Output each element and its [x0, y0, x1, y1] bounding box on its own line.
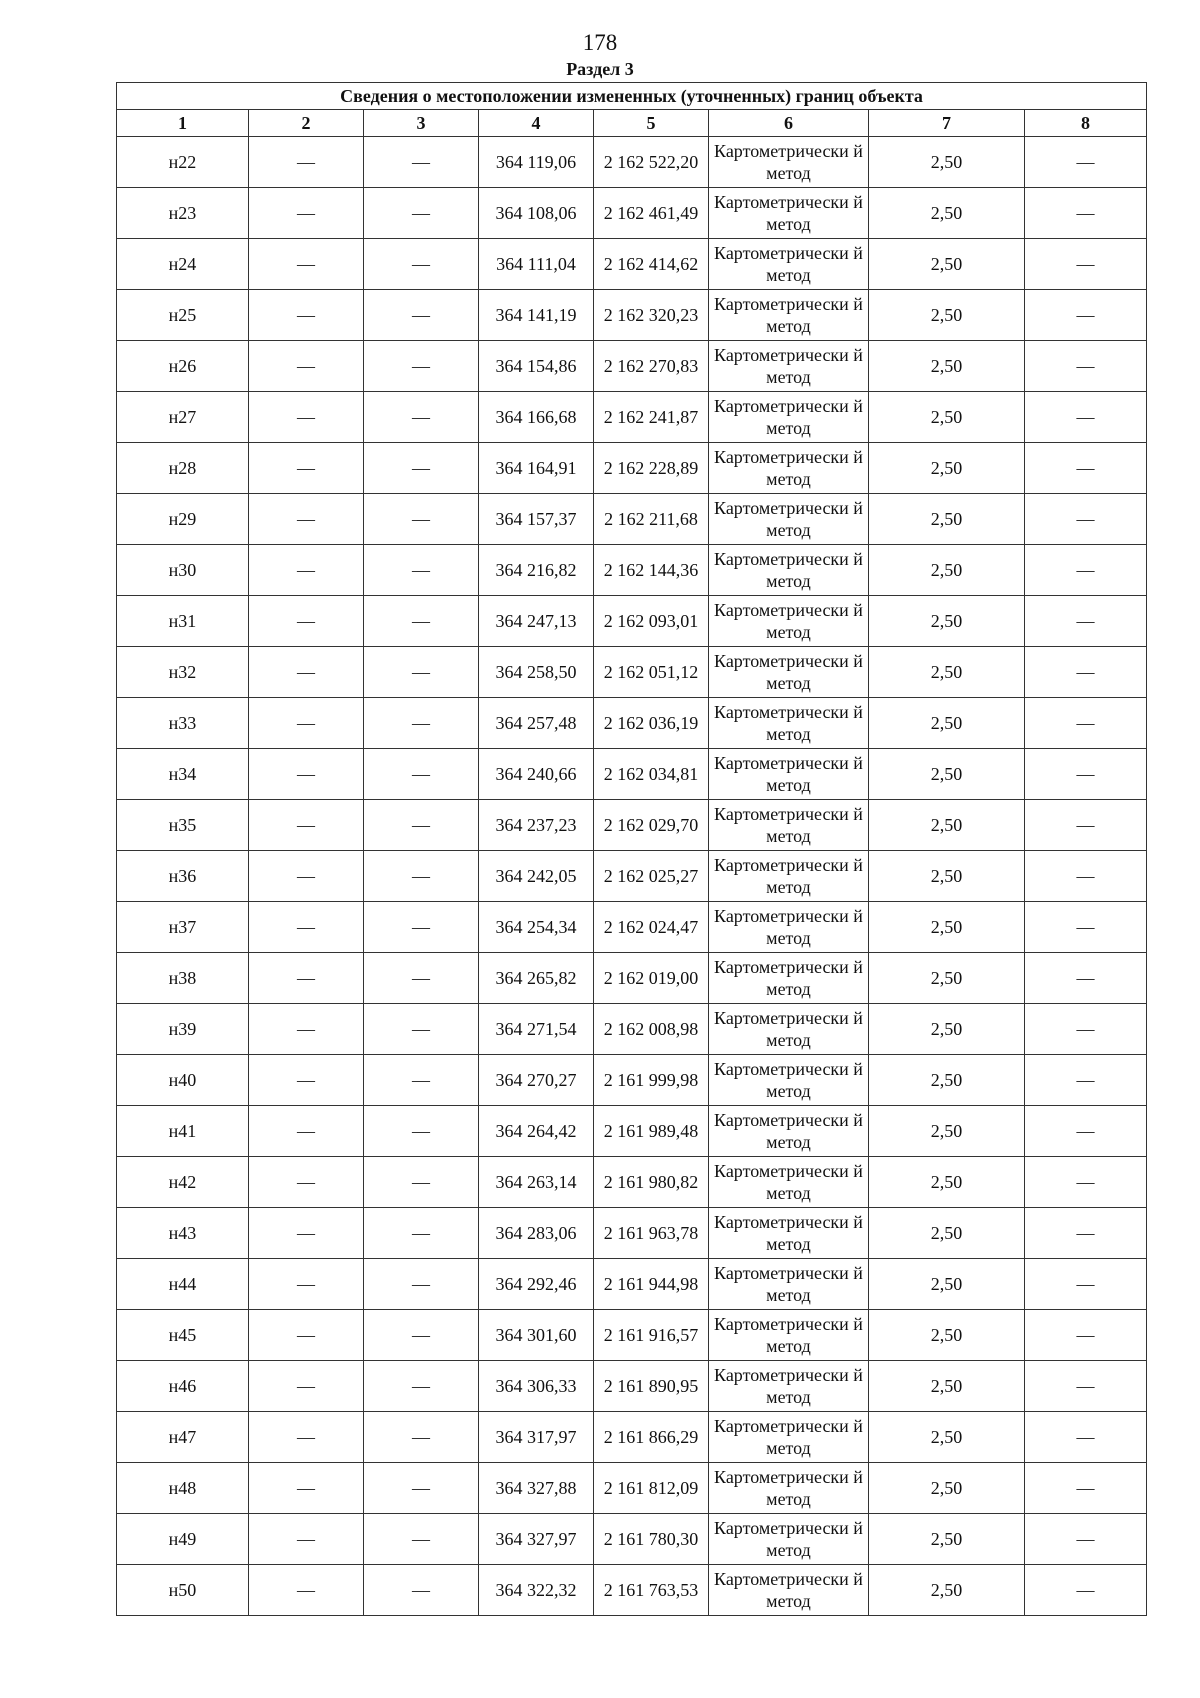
column-header: 7: [869, 110, 1025, 137]
table-row: [117, 239, 1147, 290]
point-cell: н44: [117, 1259, 249, 1310]
point-cell: н25: [117, 290, 249, 341]
accuracy-cell: 2,50: [869, 290, 1025, 341]
empty-cell: —: [1025, 800, 1147, 851]
table-row: [117, 953, 1147, 1004]
empty-cell: —: [1025, 1361, 1147, 1412]
point-cell: н27: [117, 392, 249, 443]
method-cell: Картометрически й метод: [709, 1310, 869, 1361]
column-header: 5: [594, 110, 709, 137]
empty-cell: —: [1025, 596, 1147, 647]
method-cell: Картометрически й метод: [709, 545, 869, 596]
empty-cell: —: [364, 851, 479, 902]
empty-cell: —: [364, 1412, 479, 1463]
accuracy-cell: 2,50: [869, 494, 1025, 545]
method-cell: Картометрически й метод: [709, 290, 869, 341]
empty-cell: —: [1025, 137, 1147, 188]
method-cell: Картометрически й метод: [709, 1361, 869, 1412]
accuracy-cell: 2,50: [869, 443, 1025, 494]
coord-x-cell: 364 263,14: [479, 1157, 594, 1208]
column-header: 2: [249, 110, 364, 137]
accuracy-cell: 2,50: [869, 1463, 1025, 1514]
empty-cell: —: [1025, 392, 1147, 443]
accuracy-cell: 2,50: [869, 1310, 1025, 1361]
empty-cell: —: [364, 188, 479, 239]
method-cell: Картометрически й метод: [709, 239, 869, 290]
empty-cell: —: [249, 1565, 364, 1616]
accuracy-cell: 2,50: [869, 239, 1025, 290]
empty-cell: —: [364, 137, 479, 188]
coord-y-cell: 2 162 211,68: [594, 494, 709, 545]
empty-cell: —: [364, 494, 479, 545]
empty-cell: —: [1025, 953, 1147, 1004]
point-cell: н35: [117, 800, 249, 851]
empty-cell: —: [364, 341, 479, 392]
coord-y-cell: 2 162 241,87: [594, 392, 709, 443]
empty-cell: —: [1025, 239, 1147, 290]
empty-cell: —: [249, 1004, 364, 1055]
table-row: [117, 341, 1147, 392]
coord-x-cell: 364 154,86: [479, 341, 594, 392]
coord-y-cell: 2 161 780,30: [594, 1514, 709, 1565]
method-cell: Картометрически й метод: [709, 698, 869, 749]
accuracy-cell: 2,50: [869, 698, 1025, 749]
point-cell: н30: [117, 545, 249, 596]
table-row: [117, 851, 1147, 902]
coord-y-cell: 2 162 024,47: [594, 902, 709, 953]
method-cell: Картометрически й метод: [709, 443, 869, 494]
table-row: [117, 596, 1147, 647]
empty-cell: —: [1025, 1514, 1147, 1565]
point-cell: н26: [117, 341, 249, 392]
coord-x-cell: 364 306,33: [479, 1361, 594, 1412]
empty-cell: —: [1025, 443, 1147, 494]
method-cell: Картометрически й метод: [709, 902, 869, 953]
coord-x-cell: 364 327,97: [479, 1514, 594, 1565]
coord-y-cell: 2 162 270,83: [594, 341, 709, 392]
empty-cell: —: [249, 1361, 364, 1412]
empty-cell: —: [1025, 749, 1147, 800]
coord-x-cell: 364 247,13: [479, 596, 594, 647]
method-cell: Картометрически й метод: [709, 1055, 869, 1106]
empty-cell: —: [1025, 1463, 1147, 1514]
accuracy-cell: 2,50: [869, 1361, 1025, 1412]
empty-cell: —: [364, 698, 479, 749]
coord-y-cell: 2 162 008,98: [594, 1004, 709, 1055]
coord-x-cell: 364 257,48: [479, 698, 594, 749]
column-header: 3: [364, 110, 479, 137]
coord-y-cell: 2 161 999,98: [594, 1055, 709, 1106]
column-header: 6: [709, 110, 869, 137]
empty-cell: —: [249, 290, 364, 341]
empty-cell: —: [364, 239, 479, 290]
accuracy-cell: 2,50: [869, 1055, 1025, 1106]
point-cell: н32: [117, 647, 249, 698]
empty-cell: —: [364, 1310, 479, 1361]
empty-cell: —: [364, 1514, 479, 1565]
empty-cell: —: [249, 1310, 364, 1361]
coord-x-cell: 364 322,32: [479, 1565, 594, 1616]
coord-y-cell: 2 161 916,57: [594, 1310, 709, 1361]
table-row: [117, 1361, 1147, 1412]
point-cell: н43: [117, 1208, 249, 1259]
coord-x-cell: 364 216,82: [479, 545, 594, 596]
empty-cell: —: [364, 1106, 479, 1157]
point-cell: н50: [117, 1565, 249, 1616]
accuracy-cell: 2,50: [869, 1106, 1025, 1157]
empty-cell: —: [364, 1361, 479, 1412]
accuracy-cell: 2,50: [869, 647, 1025, 698]
coord-y-cell: 2 161 890,95: [594, 1361, 709, 1412]
empty-cell: —: [364, 1463, 479, 1514]
point-cell: н42: [117, 1157, 249, 1208]
coord-y-cell: 2 162 320,23: [594, 290, 709, 341]
table-row: [117, 698, 1147, 749]
empty-cell: —: [249, 341, 364, 392]
method-cell: Картометрически й метод: [709, 1208, 869, 1259]
empty-cell: —: [364, 545, 479, 596]
method-cell: Картометрически й метод: [709, 188, 869, 239]
coord-y-cell: 2 161 763,53: [594, 1565, 709, 1616]
empty-cell: —: [249, 647, 364, 698]
empty-cell: —: [364, 800, 479, 851]
coord-y-cell: 2 162 051,12: [594, 647, 709, 698]
table-row: [117, 1514, 1147, 1565]
method-cell: Картометрически й метод: [709, 392, 869, 443]
coord-y-cell: 2 162 414,62: [594, 239, 709, 290]
column-header: 8: [1025, 110, 1147, 137]
point-cell: н23: [117, 188, 249, 239]
accuracy-cell: 2,50: [869, 1514, 1025, 1565]
point-cell: н24: [117, 239, 249, 290]
point-cell: н29: [117, 494, 249, 545]
empty-cell: —: [364, 1004, 479, 1055]
point-cell: н48: [117, 1463, 249, 1514]
table-row: [117, 749, 1147, 800]
coord-y-cell: 2 161 963,78: [594, 1208, 709, 1259]
accuracy-cell: 2,50: [869, 341, 1025, 392]
coord-x-cell: 364 265,82: [479, 953, 594, 1004]
table-row: [117, 1463, 1147, 1514]
coord-x-cell: 364 237,23: [479, 800, 594, 851]
accuracy-cell: 2,50: [869, 1412, 1025, 1463]
method-cell: Картометрически й метод: [709, 1565, 869, 1616]
empty-cell: —: [249, 749, 364, 800]
coord-y-cell: 2 162 029,70: [594, 800, 709, 851]
empty-cell: —: [1025, 902, 1147, 953]
coord-x-cell: 364 108,06: [479, 188, 594, 239]
empty-cell: —: [249, 1514, 364, 1565]
empty-cell: —: [364, 1208, 479, 1259]
coord-x-cell: 364 283,06: [479, 1208, 594, 1259]
empty-cell: —: [1025, 1565, 1147, 1616]
coord-x-cell: 364 292,46: [479, 1259, 594, 1310]
column-header: 1: [117, 110, 249, 137]
coord-y-cell: 2 161 866,29: [594, 1412, 709, 1463]
accuracy-cell: 2,50: [869, 851, 1025, 902]
method-cell: Картометрически й метод: [709, 1106, 869, 1157]
coord-y-cell: 2 162 034,81: [594, 749, 709, 800]
empty-cell: —: [1025, 851, 1147, 902]
table-row: [117, 1565, 1147, 1616]
coord-x-cell: 364 240,66: [479, 749, 594, 800]
empty-cell: —: [249, 1106, 364, 1157]
empty-cell: —: [1025, 1412, 1147, 1463]
coord-x-cell: 364 254,34: [479, 902, 594, 953]
method-cell: Картометрически й метод: [709, 596, 869, 647]
empty-cell: —: [364, 392, 479, 443]
empty-cell: —: [1025, 1106, 1147, 1157]
coord-y-cell: 2 161 944,98: [594, 1259, 709, 1310]
accuracy-cell: 2,50: [869, 1565, 1025, 1616]
empty-cell: —: [1025, 341, 1147, 392]
table-row: [117, 1004, 1147, 1055]
accuracy-cell: 2,50: [869, 596, 1025, 647]
empty-cell: —: [1025, 545, 1147, 596]
empty-cell: —: [249, 1208, 364, 1259]
coord-y-cell: 2 162 019,00: [594, 953, 709, 1004]
empty-cell: —: [364, 953, 479, 1004]
point-cell: н47: [117, 1412, 249, 1463]
empty-cell: —: [249, 698, 364, 749]
table-row: [117, 1259, 1147, 1310]
empty-cell: —: [249, 1259, 364, 1310]
empty-cell: —: [1025, 1208, 1147, 1259]
point-cell: н46: [117, 1361, 249, 1412]
coord-x-cell: 364 111,04: [479, 239, 594, 290]
method-cell: Картометрически й метод: [709, 1463, 869, 1514]
table-row: [117, 290, 1147, 341]
method-cell: Картометрически й метод: [709, 341, 869, 392]
method-cell: Картометрически й метод: [709, 647, 869, 698]
accuracy-cell: 2,50: [869, 1157, 1025, 1208]
empty-cell: —: [249, 239, 364, 290]
table-row: [117, 800, 1147, 851]
point-cell: н39: [117, 1004, 249, 1055]
table-row: [117, 188, 1147, 239]
accuracy-cell: 2,50: [869, 902, 1025, 953]
table-row: [117, 647, 1147, 698]
accuracy-cell: 2,50: [869, 953, 1025, 1004]
column-header: 4: [479, 110, 594, 137]
point-cell: н49: [117, 1514, 249, 1565]
method-cell: Картометрически й метод: [709, 1412, 869, 1463]
method-cell: Картометрически й метод: [709, 494, 869, 545]
empty-cell: —: [1025, 1055, 1147, 1106]
empty-cell: —: [249, 902, 364, 953]
point-cell: н22: [117, 137, 249, 188]
table-row: [117, 1157, 1147, 1208]
empty-cell: —: [1025, 698, 1147, 749]
accuracy-cell: 2,50: [869, 749, 1025, 800]
coord-y-cell: 2 161 980,82: [594, 1157, 709, 1208]
accuracy-cell: 2,50: [869, 545, 1025, 596]
empty-cell: —: [364, 1259, 479, 1310]
coord-x-cell: 364 327,88: [479, 1463, 594, 1514]
empty-cell: —: [249, 800, 364, 851]
empty-cell: —: [249, 392, 364, 443]
column-header-row: [117, 110, 1147, 137]
coord-y-cell: 2 162 025,27: [594, 851, 709, 902]
coord-x-cell: 364 166,68: [479, 392, 594, 443]
method-cell: Картометрически й метод: [709, 1157, 869, 1208]
table-row: [117, 1208, 1147, 1259]
coord-x-cell: 364 141,19: [479, 290, 594, 341]
empty-cell: —: [1025, 1004, 1147, 1055]
method-cell: Картометрически й метод: [709, 953, 869, 1004]
page-number: 178: [582, 30, 618, 55]
accuracy-cell: 2,50: [869, 392, 1025, 443]
empty-cell: —: [364, 902, 479, 953]
coord-y-cell: 2 161 812,09: [594, 1463, 709, 1514]
empty-cell: —: [364, 749, 479, 800]
method-cell: Картометрически й метод: [709, 1514, 869, 1565]
coord-y-cell: 2 162 461,49: [594, 188, 709, 239]
accuracy-cell: 2,50: [869, 1004, 1025, 1055]
coord-x-cell: 364 157,37: [479, 494, 594, 545]
method-cell: Картометрически й метод: [709, 749, 869, 800]
empty-cell: —: [249, 545, 364, 596]
point-cell: н38: [117, 953, 249, 1004]
empty-cell: —: [364, 647, 479, 698]
coord-y-cell: 2 162 144,36: [594, 545, 709, 596]
empty-cell: —: [364, 1157, 479, 1208]
empty-cell: —: [364, 1565, 479, 1616]
method-cell: Картометрически й метод: [709, 1004, 869, 1055]
coord-x-cell: 364 258,50: [479, 647, 594, 698]
point-cell: н40: [117, 1055, 249, 1106]
method-cell: Картометрически й метод: [709, 851, 869, 902]
coord-x-cell: 364 301,60: [479, 1310, 594, 1361]
section-title: Раздел 3: [566, 59, 634, 79]
empty-cell: —: [249, 443, 364, 494]
empty-cell: —: [249, 188, 364, 239]
empty-cell: —: [249, 596, 364, 647]
empty-cell: —: [249, 851, 364, 902]
table-row: [117, 1310, 1147, 1361]
coord-x-cell: 364 242,05: [479, 851, 594, 902]
point-cell: н37: [117, 902, 249, 953]
point-cell: н41: [117, 1106, 249, 1157]
coord-x-cell: 364 264,42: [479, 1106, 594, 1157]
table-caption: Сведения о местоположении измененных (уточненных) границ объекта: [117, 83, 1147, 110]
empty-cell: —: [1025, 290, 1147, 341]
table-row: [117, 1106, 1147, 1157]
method-cell: Картометрически й метод: [709, 137, 869, 188]
empty-cell: —: [249, 953, 364, 1004]
point-cell: н33: [117, 698, 249, 749]
table-row: [117, 902, 1147, 953]
coord-x-cell: 364 270,27: [479, 1055, 594, 1106]
coordinates-table: [116, 82, 1147, 1616]
coord-x-cell: 364 317,97: [479, 1412, 594, 1463]
coord-x-cell: 364 119,06: [479, 137, 594, 188]
point-cell: н31: [117, 596, 249, 647]
coord-y-cell: 2 162 093,01: [594, 596, 709, 647]
accuracy-cell: 2,50: [869, 188, 1025, 239]
empty-cell: —: [1025, 494, 1147, 545]
coord-x-cell: 364 271,54: [479, 1004, 594, 1055]
coord-y-cell: 2 161 989,48: [594, 1106, 709, 1157]
empty-cell: —: [249, 1157, 364, 1208]
empty-cell: —: [1025, 188, 1147, 239]
table-row: [117, 392, 1147, 443]
empty-cell: —: [249, 1463, 364, 1514]
accuracy-cell: 2,50: [869, 137, 1025, 188]
empty-cell: —: [249, 1055, 364, 1106]
empty-cell: —: [364, 596, 479, 647]
table-row: [117, 443, 1147, 494]
method-cell: Картометрически й метод: [709, 800, 869, 851]
coord-x-cell: 364 164,91: [479, 443, 594, 494]
empty-cell: —: [1025, 1310, 1147, 1361]
table-row: [117, 494, 1147, 545]
empty-cell: —: [249, 137, 364, 188]
point-cell: н34: [117, 749, 249, 800]
empty-cell: —: [364, 290, 479, 341]
empty-cell: —: [364, 1055, 479, 1106]
accuracy-cell: 2,50: [869, 800, 1025, 851]
coord-y-cell: 2 162 036,19: [594, 698, 709, 749]
empty-cell: —: [1025, 1259, 1147, 1310]
empty-cell: —: [1025, 647, 1147, 698]
accuracy-cell: 2,50: [869, 1259, 1025, 1310]
point-cell: н36: [117, 851, 249, 902]
coord-y-cell: 2 162 228,89: [594, 443, 709, 494]
point-cell: н45: [117, 1310, 249, 1361]
table-row: [117, 545, 1147, 596]
empty-cell: —: [249, 1412, 364, 1463]
accuracy-cell: 2,50: [869, 1208, 1025, 1259]
table-row: [117, 1412, 1147, 1463]
point-cell: н28: [117, 443, 249, 494]
table-row: [117, 137, 1147, 188]
empty-cell: —: [249, 494, 364, 545]
empty-cell: —: [1025, 1157, 1147, 1208]
table-body: [117, 137, 1147, 1616]
empty-cell: —: [364, 443, 479, 494]
method-cell: Картометрически й метод: [709, 1259, 869, 1310]
table-row: [117, 1055, 1147, 1106]
coord-y-cell: 2 162 522,20: [594, 137, 709, 188]
